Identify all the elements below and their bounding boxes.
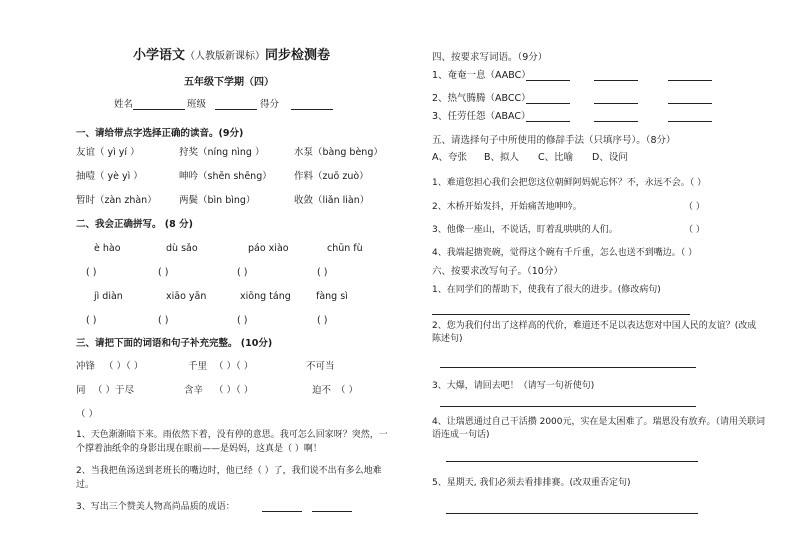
option-label: D、设问 bbox=[592, 152, 628, 163]
answer-line[interactable] bbox=[668, 103, 712, 104]
answer-paren[interactable]: （ ） bbox=[684, 225, 705, 235]
idiom-word: 含辛 bbox=[184, 385, 204, 396]
name-line[interactable] bbox=[133, 109, 185, 110]
answer-paren[interactable]: （ ） bbox=[684, 202, 705, 212]
fill-question-3: 3、写出三个赞美人物高尚品质的成语： bbox=[76, 502, 235, 512]
section1-heading: 一、请给带点字选择正确的读音。(9分) bbox=[76, 128, 244, 139]
answer-blank[interactable]: ( ) bbox=[317, 267, 328, 278]
pinyin-choice-item[interactable]: 收敛（liǎn liàn） bbox=[294, 195, 370, 206]
score-label: 得分 bbox=[260, 99, 280, 110]
idiom-word: 迫不 bbox=[312, 385, 332, 396]
page-title bbox=[133, 50, 330, 63]
answer-line[interactable] bbox=[312, 511, 352, 512]
idiom-blank[interactable]: （ ） bbox=[76, 409, 99, 420]
rhetoric-question-1: 1、难道您担心我们会把您这位朝鲜阿妈妮忘怀？不，永远不会。（ ） bbox=[432, 178, 707, 188]
answer-line[interactable] bbox=[262, 511, 302, 512]
answer-line[interactable] bbox=[526, 103, 570, 104]
pinyin-label: páo xiào bbox=[248, 243, 289, 254]
rhetoric-question-2: 2、木桥开始发抖，开始痛苦地呻吟。 bbox=[432, 202, 582, 212]
answer-blank[interactable]: ( ) bbox=[158, 315, 169, 326]
class-line[interactable] bbox=[215, 109, 257, 110]
answer-line[interactable] bbox=[526, 80, 570, 81]
score-line[interactable] bbox=[291, 109, 333, 110]
answer-line[interactable] bbox=[446, 513, 698, 514]
pinyin-choice-item[interactable]: 作料（zuō zuò） bbox=[294, 171, 369, 182]
rewrite-question-1: 1、在同学们的帮助下，使我有了很大的进步。(修改病句) bbox=[432, 285, 661, 295]
pinyin-label: xiōng táng bbox=[240, 291, 291, 302]
answer-line[interactable] bbox=[440, 367, 696, 368]
idiom-blank[interactable]: （ ） bbox=[336, 385, 359, 396]
idiom-word: 冲锋 bbox=[76, 361, 96, 372]
pinyin-label: dù sǎo bbox=[166, 243, 198, 254]
name-label: 姓名 bbox=[114, 99, 134, 110]
pinyin-label: è hào bbox=[94, 243, 121, 254]
idiom-blank[interactable]: （ ）（ ） bbox=[214, 385, 254, 396]
pinyin-label: fàng sì bbox=[316, 291, 348, 302]
answer-line[interactable] bbox=[594, 121, 638, 122]
answer-blank[interactable]: ( ) bbox=[237, 267, 248, 278]
pinyin-label: jì diàn bbox=[94, 291, 123, 302]
pinyin-choice-item[interactable]: 暂时（zàn zhàn） bbox=[76, 195, 157, 206]
idiom-blank[interactable]: （ ）（ ） bbox=[104, 361, 144, 372]
answer-line[interactable] bbox=[594, 103, 638, 104]
answer-line[interactable] bbox=[668, 121, 712, 122]
option-label: C、比喻 bbox=[538, 152, 574, 163]
rewrite-question-5: 5、星期天, 我们必须去看排排赛。(改双重否定句) bbox=[432, 478, 631, 488]
pinyin-label: xiāo yān bbox=[166, 291, 207, 302]
option-label: B、拟人 bbox=[484, 152, 520, 163]
answer-blank[interactable]: ( ) bbox=[237, 315, 248, 326]
pinyin-choice-item[interactable]: 水泵（bàng bèng） bbox=[294, 147, 383, 158]
answer-line[interactable] bbox=[526, 121, 570, 122]
pinyin-choice-item[interactable]: 两鬓（bìn bìng） bbox=[179, 195, 256, 206]
rhetoric-question-4: 4、我端起搪瓷碗，觉得这个碗有千斤重，怎么也送不到嘴边。（ ） bbox=[432, 248, 698, 258]
answer-line[interactable] bbox=[440, 406, 696, 407]
word-item: 3、任劳任怨（ABAC） bbox=[432, 111, 531, 122]
subtitle: 五年级下学期（四） bbox=[184, 77, 274, 88]
rewrite-question-4: 4、让瑞恩通过自己干活攒 2000元，实在是太困难了。瑞恩没有放弃。（请用关联词语连成一句话) bbox=[432, 417, 765, 440]
section6-heading: 六、按要求改写句子。（10分） bbox=[432, 266, 563, 277]
fill-question-1: 1、天色渐渐暗下来。雨依然下着，没有停的意思。我可怎么回家呀？突然，一个撑着油纸伞的身影出现在眼前——是妈妈，这真是（ ）啊！ bbox=[76, 430, 388, 454]
option-label: A、夸张 bbox=[432, 152, 467, 163]
section3-heading: 三、请把下面的词语和句子补充完整。 (10分) bbox=[76, 338, 273, 349]
section5-heading: 五、请选择句子中所使用的修辞手法（只填序号）。（8分） bbox=[432, 135, 676, 146]
pinyin-choice-item[interactable]: 狩奖（níng nìng ） bbox=[179, 147, 265, 158]
rewrite-question-3: 3、大爆，请回去吧！（请写一句祈使句) bbox=[432, 381, 595, 391]
idiom-blank[interactable]: （ ）（ ） bbox=[214, 361, 254, 372]
answer-blank[interactable]: ( ) bbox=[86, 267, 97, 278]
word-item: 1、奄奄一息（AABC） bbox=[432, 70, 531, 81]
pinyin-choice-item[interactable]: 友谊（ yì yí ） bbox=[76, 147, 140, 158]
answer-line[interactable] bbox=[446, 461, 698, 462]
answer-blank[interactable]: ( ) bbox=[86, 315, 97, 326]
idiom-word: 同 bbox=[76, 385, 86, 396]
class-label: 班级 bbox=[187, 99, 207, 110]
title-tail: 同步检测卷 bbox=[265, 48, 331, 63]
pinyin-label: chūn fù bbox=[327, 243, 363, 254]
idiom-word: 千里 bbox=[188, 361, 208, 372]
pinyin-choice-item[interactable]: 呻吟（shēn shēng） bbox=[179, 171, 272, 182]
answer-blank[interactable]: ( ) bbox=[158, 267, 169, 278]
answer-blank[interactable]: ( ) bbox=[317, 315, 328, 326]
answer-line[interactable] bbox=[668, 80, 712, 81]
rewrite-question-2: 2、您为我们付出了这样高的代价，难道还不足以表达您对中国人民的友谊？(改成陈述句) bbox=[432, 321, 757, 344]
idiom-word: 不可当 bbox=[306, 361, 335, 372]
fill-question-2: 2、当我把鱼汤送到老班长的嘴边时，他已经（ ）了，我们说不出有多么地难过。 bbox=[76, 466, 382, 490]
section4-heading: 四、按要求写词语。（9分） bbox=[432, 52, 548, 63]
answer-line[interactable] bbox=[594, 80, 638, 81]
rhetoric-question-3: 3、他像一座山，不说话，盯着乱哄哄的人们。 bbox=[432, 225, 618, 235]
title-edition: （人教版新课标） bbox=[185, 51, 266, 62]
pinyin-choice-item[interactable]: 抽噎（ yè yì ） bbox=[76, 171, 143, 182]
title-main: 小学语文 bbox=[133, 48, 186, 63]
answer-line[interactable] bbox=[432, 314, 690, 315]
section2-heading: 二、我会正确拼写。 (8 分) bbox=[76, 219, 193, 230]
word-item: 2、热气腾腾（ABCC） bbox=[432, 93, 531, 104]
idiom-blank[interactable]: （ ）于尽 bbox=[93, 385, 135, 396]
